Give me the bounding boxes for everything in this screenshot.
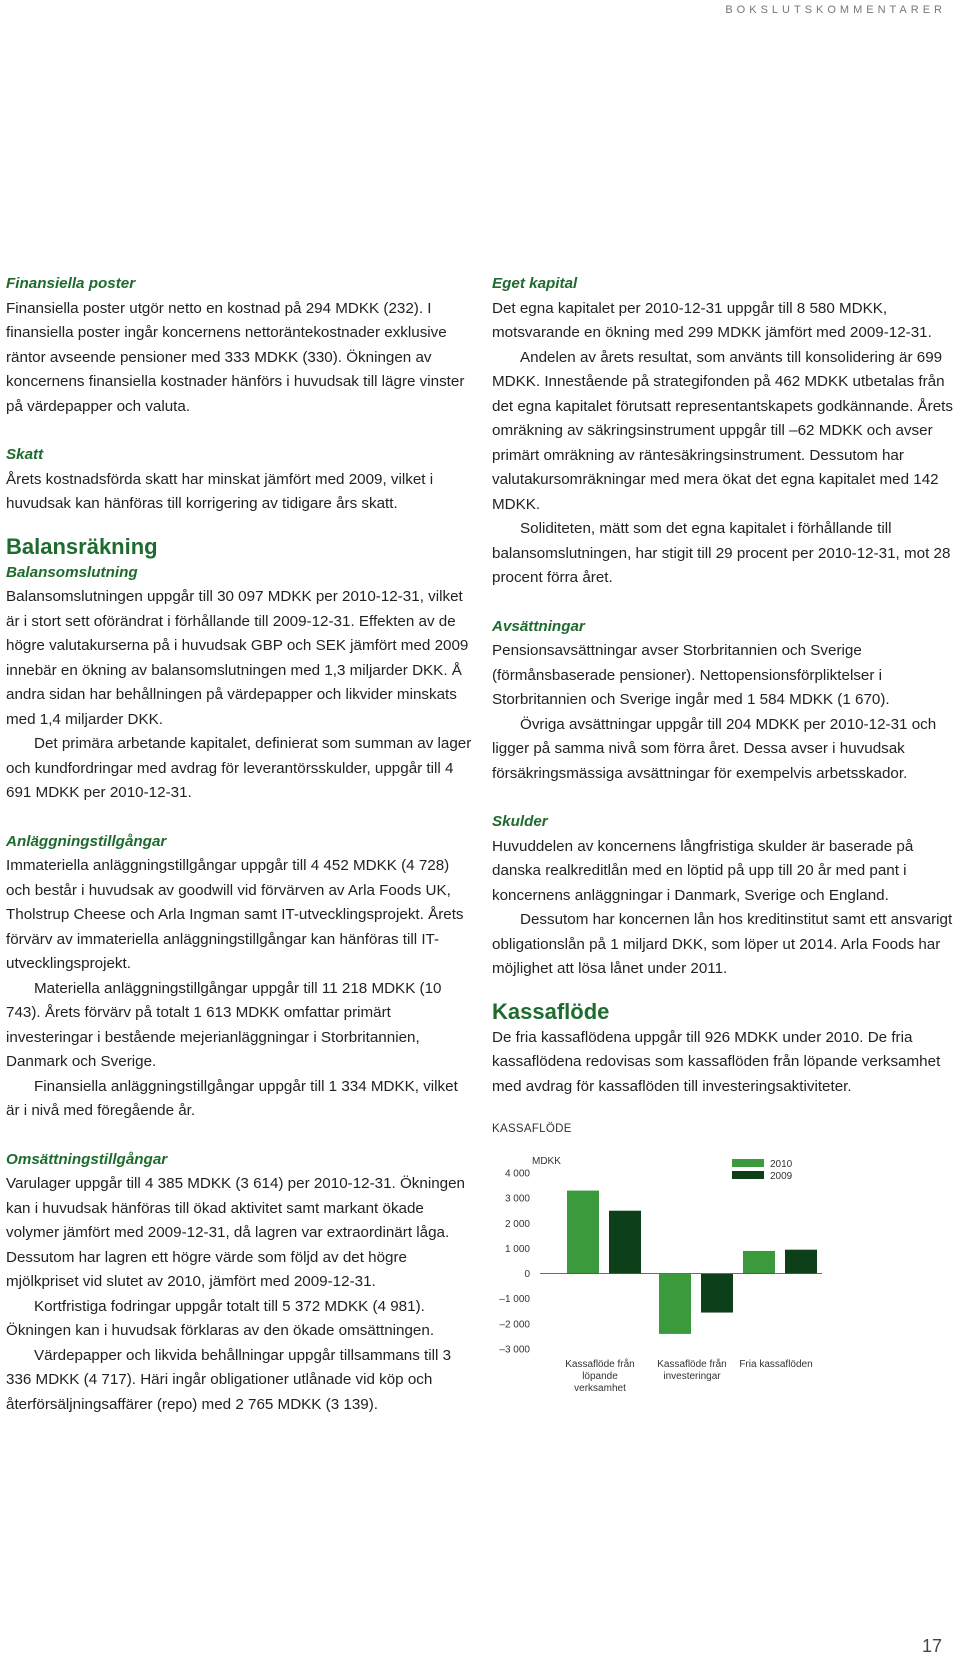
- paragraph-omsattning-1: Varulager uppgår till 4 385 MDKK (3 614) per 2010-12-31. Ökningen kan i huvudsak hänföras till ökad aktivitet samt markant ökade volymer jämfört med 2009-12-31, då lagren var extraordinärt låga. Dessutom har lagren ett högre värde som följd av det högre mjölkpriset vid slutet av 2010, jämfört med 2009-12-31.: [6, 1175, 465, 1290]
- category-label: löpande: [582, 1371, 618, 1382]
- heading-balansomslutning: Balansomslutning: [6, 563, 138, 581]
- legend-swatch-2009: [732, 1171, 764, 1179]
- y-tick-label: –3 000: [499, 1344, 530, 1356]
- paragraph-anlaggning-2: Materiella anläggningstillgångar uppgår till 11 218 MDKK (10 743). Årets förvärv på totalt 1 613 MDKK omfattar primärt investeringar i bestående mejerianläggningar i Storbritannien, Danmark och Sverige.: [6, 979, 442, 1070]
- category-label: Kassaflöde från: [657, 1359, 727, 1370]
- y-tick-label: –2 000: [499, 1319, 530, 1331]
- paragraph-anlaggning-1: Immateriella anläggningstillgångar uppgår till 4 452 MDKK (4 728) och består i huvudsak av goodwill vid förvärven av Arla Foods UK, Tholstrup Cheese och Arla Ingman samt IT-utvecklingsprojekt. Årets förvärv av immateriella anläggningstillgångar kan hänföras till IT-utvecklingsprojekt.: [6, 857, 464, 972]
- paragraph-anlaggning-3: Finansiella anläggningstillgångar uppgår till 1 334 MDKK, vilket är i nivå med föregående år.: [6, 1077, 458, 1119]
- legend-label-2010: 2010: [770, 1159, 793, 1170]
- title-balansrakning: Balansräkning: [6, 533, 158, 559]
- paragraph-omsattning-2: Kortfristiga fodringar uppgår totalt till 5 372 MDKK (4 981). Ökningen kan i huvudsak förklaras av den ökade omsättningen.: [6, 1297, 435, 1339]
- left-column: [6, 272, 474, 1417]
- chart-unit-label: MDKK: [532, 1156, 561, 1167]
- y-tick-label: 1 000: [504, 1243, 530, 1255]
- paragraph-finansiella-1: Finansiella poster utgör netto en kostnad på 294 MDKK (232). I finansiella poster ingår koncernens nettoräntekostnader exklusive räntor avseende pensioner med 333 MDKK (330). Ökningen av koncernens finansiella kostnader hänförs i huvudsak till lägre vinster på värdepapper och valuta.: [6, 299, 465, 415]
- bar-2010-1: [659, 1274, 691, 1334]
- legend-label-2009: 2009: [770, 1171, 793, 1182]
- chart-title: KASSAFLÖDE: [492, 1123, 572, 1135]
- paragraph-omsattning-3: Värdepapper och likvida behållningar uppgår tillsammans till 3 336 MDKK (4 717). Häri ingår obligationer utlånade vid köp och återförsäljningsaffärer (repo) med 2 765 MDKK (3 139).: [6, 1346, 452, 1413]
- section-header-label: BOKSLUTSKOMMENTARER: [725, 4, 946, 16]
- paragraph-eget-2: Andelen av årets resultat, som använts till konsolidering är 699 MDKK. Innestående på strategifonden på 462 MDKK utbetalas från det egna kapitalet förutsatt representantskapets godkännande. Årets omräkning av säkringsinstrument uppgår till –62 MDKK och avser primärt omräkning av räntesäkringsinstrument. Dessutom har valutakursomräkningar med mera ökat det egna kapitalet med 142 MDKK.: [492, 348, 953, 513]
- legend-swatch-2010: [732, 1159, 764, 1167]
- heading-anlaggningstillgangar: Anläggningstillgångar: [6, 832, 167, 850]
- category-label: investeringar: [663, 1371, 721, 1382]
- bar-2010-2: [743, 1251, 775, 1274]
- heading-eget-kapital: Eget kapital: [492, 275, 578, 292]
- bar-2009-0: [609, 1211, 641, 1274]
- bar-2009-1: [701, 1274, 733, 1313]
- paragraph-skatt-1: Årets kostnadsförda skatt har minskat jämfört med 2009, vilket i huvudsak kan hänföras till korrigering av tidigare års skatt.: [6, 470, 434, 512]
- paragraph-eget-3: Soliditeten, mätt som det egna kapitalet i förhållande till balansomslutningen, har stigit till 29 procent per 2010-12-31, mot 28 procent förra året.: [492, 520, 951, 586]
- cashflow-chart-svg: [492, 1151, 954, 1411]
- title-kassaflode: Kassaflöde: [492, 998, 610, 1024]
- paragraph-kassaflode-1: De fria kassaflödena uppgår till 926 MDKK under 2010. De fria kassaflödena redovisas som kassaflöden från löpande verksamhet med avdrag för kassaflöden till investeringsaktiviteter.: [492, 1028, 941, 1095]
- category-label: Fria kassaflöden: [739, 1359, 813, 1370]
- heading-avsattningar: Avsättningar: [492, 617, 585, 635]
- heading-omsattningstillgangar: Omsättningstillgångar: [6, 1150, 168, 1168]
- y-tick-label: 3 000: [504, 1193, 530, 1205]
- bar-2010-0: [567, 1191, 599, 1274]
- category-label: Kassaflöde från: [565, 1359, 635, 1370]
- y-tick-label: 2 000: [504, 1218, 530, 1230]
- bar-2009-2: [785, 1250, 817, 1274]
- paragraph-skulder-2: Dessutom har koncernen lån hos kreditinstitut samt ett ansvarigt obligationslån på 1 miljard DKK, som löper ut 2014. Arla Foods har möjlighet att lösa lånet under 2011.: [492, 911, 953, 977]
- heading-finansiella-poster: Finansiella poster: [6, 275, 136, 292]
- y-tick-label: 4 000: [504, 1168, 530, 1180]
- category-label: verksamhet: [574, 1383, 626, 1394]
- paragraph-avsattningar-1: Pensionsavsättningar avser Storbritannien och Sverige (förmånsbaserade pensioner). Nettopensionsförpliktelser i Storbritannien och Sverige ingår med 1 584 MDKK (1 670).: [492, 642, 890, 708]
- y-tick-label: 0: [524, 1269, 530, 1281]
- paragraph-eget-1: Det egna kapitalet per 2010-12-31 uppgår till 8 580 MDKK, motsvarande en ökning med 299 MDKK jämfört med 2009-12-31.: [492, 299, 932, 341]
- paragraph-skulder-1: Huvuddelen av koncernens långfristiga skulder är baserade på danska realkreditlån med en löptid på upp till 20 år med pant i koncernens anläggningar i Danmark, Sverige och England.: [492, 837, 914, 904]
- right-column: [492, 272, 954, 1411]
- y-tick-label: –1 000: [499, 1294, 530, 1306]
- paragraph-balans-1: Balansomslutningen uppgår till 30 097 MDKK per 2010-12-31, vilket är i stort sett oförändrat i förhållande till 2009-12-31. Effekten av de högre valutakurserna på i huvudsak GBP och SEK jämfört med 2009 innebär en ökning av balansomslutningen med 1,3 miljarder DKK. Å andra sidan har behållningen på värdepapper och likvider minskats med 1,4 miljarder DKK.: [6, 588, 469, 728]
- heading-skatt: Skatt: [6, 446, 44, 463]
- cashflow-chart: [492, 1151, 954, 1411]
- paragraph-avsattningar-2: Övriga avsättningar uppgår till 204 MDKK per 2010-12-31 och ligger på samma nivå som förra året. Dessa avser i huvudsak försäkringsmässiga avsättningar för exempelvis arbetsskador.: [492, 715, 937, 782]
- heading-skulder: Skulder: [492, 813, 548, 830]
- paragraph-balans-2: Det primära arbetande kapitalet, definierat som summan av lager och kundfordringar med avdrag för leverantörsskulder, uppgår till 4 691 MDKK per 2010-12-31.: [6, 735, 472, 801]
- page-number: 17: [921, 1636, 942, 1656]
